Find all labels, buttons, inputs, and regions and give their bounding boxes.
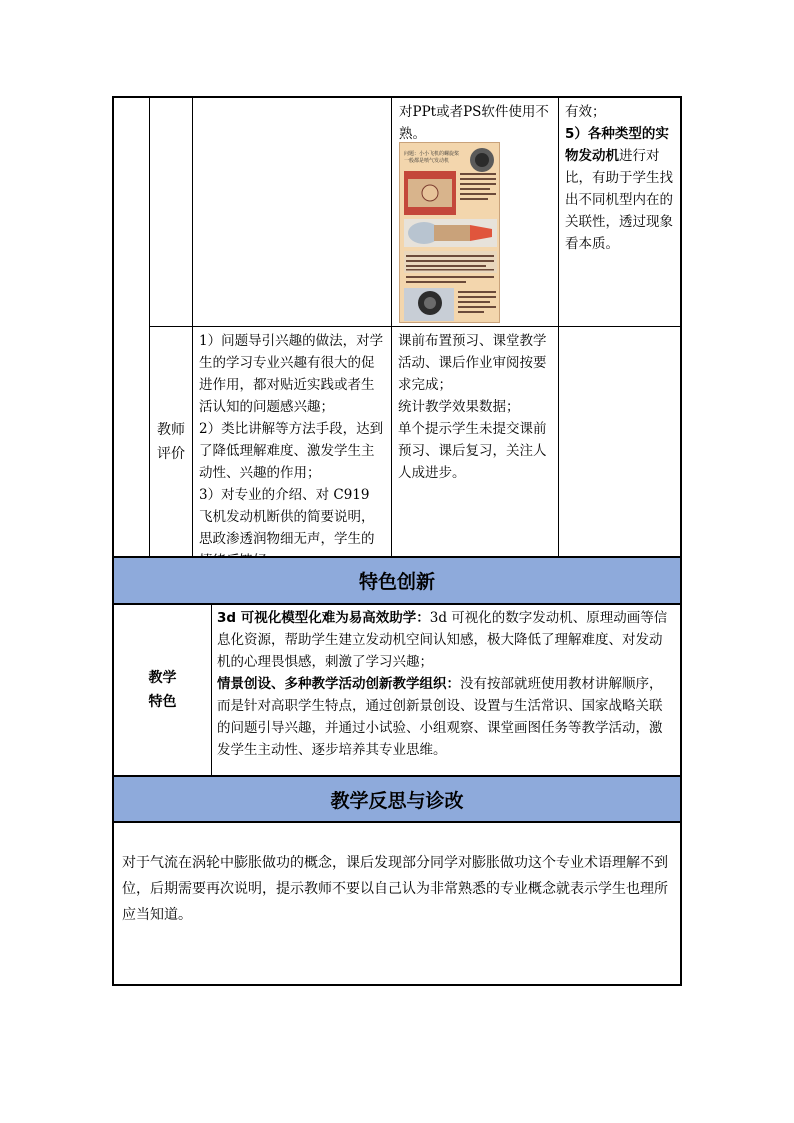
- section-reflection-band: [114, 777, 680, 821]
- table-bottom-border: [112, 984, 682, 986]
- teacher-eval-label-1: 教师: [157, 421, 185, 438]
- row1-col4-post: 进行对比，有助于学生找出不同机型内在的关联性，透过现象看本质。: [565, 148, 673, 252]
- teaching-feature-label: [114, 605, 211, 775]
- grid-hline: [149, 326, 681, 327]
- table-top-border: [112, 96, 682, 98]
- section-feature-band: [114, 558, 680, 603]
- infographic-caption-1: 问题：小小飞机的螺旋桨: [404, 151, 460, 157]
- feature-p1-bold: 3d 可视化模型化难为易高效助学：: [217, 610, 430, 626]
- grid-vline: [149, 96, 150, 326]
- feature-p2-bold: 情景创设、多种教学活动创新教学组织：: [217, 676, 460, 692]
- teacher-eval-label-2: 评价: [157, 445, 185, 462]
- row1-col4-bold: 5）各种类型的实物发动机: [565, 126, 669, 164]
- table-right-border: [680, 96, 682, 986]
- teaching-feature-content: [213, 607, 679, 773]
- teacher-eval-col3: 课前布置预习、课堂教学活动、课后作业审阅按要求完成； 统计教学效果数据； 单个提示学生未提交课前预习、课后复习，关注人人成进步。: [398, 333, 547, 481]
- feature-p1-text: 3d 可视化的数字发动机、原理动画等信息化资源，帮助学生建立发动机空间认知感，极大降低了理解难度、对发动机的心理畏惧感，刺激了学习兴趣；: [217, 610, 668, 670]
- grid-hline: [112, 821, 682, 823]
- teacher-eval-content: 1）问题导引兴趣的做法，对学生的学习专业兴趣有很大的促进作用，都对贴近实践或者生活认知的问题感兴趣； 2）类比讲解等方法手段，达到了降低理解难度、激发学生主动性、兴趣的作用； 3）对专业的介绍、对 C919 飞机发动机断供的简要说明，思政渗透润物细无声，学生的: [199, 333, 384, 547]
- infographic-caption-2: 一般都是喷气发动机: [404, 158, 450, 164]
- section-feature-title: 特色创新: [358, 571, 435, 593]
- teacher-eval-label: [150, 327, 192, 556]
- row1-col3-text: 对PPt或者PS软件使用不熟。: [399, 104, 549, 142]
- row1-col4-pre: 有效；: [565, 104, 606, 120]
- reflection-text: 对于气流在涡轮中膨胀做功的概念，课后发现部分同学对膨胀做功这个专业术语理解不到位，后期需要再次说明，提示教师不要以自己认为非常熟悉的专业概念就表示学生也理所应当知道。: [122, 855, 668, 923]
- engine-infographic-illustration: [400, 143, 500, 323]
- section-reflection-title: 教学反思与诊改: [330, 789, 464, 812]
- engine-infographic-image: [399, 142, 500, 323]
- table-left-border: [112, 96, 114, 986]
- row1-col4-text: [559, 99, 680, 325]
- grid-vline: [211, 605, 212, 775]
- feature-p2-text: 没有按部就班使用教材讲解顺序，而是针对高职学生特点，通过创新景创设、设置与生活常识、国家战略关联的问题引导兴趣，并通过小试验、小组观察、课堂画图任务等教学活动，激发学生主动性、逐步培养其专业思维。: [217, 676, 663, 758]
- teaching-feature-label-2: 特色: [148, 694, 177, 710]
- teaching-feature-label-1: 教学: [148, 670, 177, 686]
